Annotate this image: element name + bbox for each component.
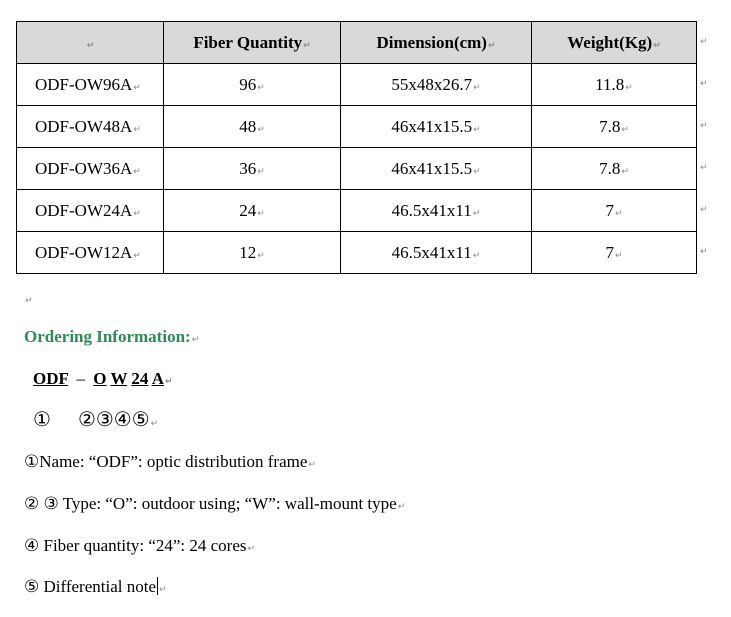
dimension-cell: 46.5x41x11↵: [341, 232, 532, 274]
row-end-mark: ↵: [700, 37, 708, 47]
code-numbers-2-5: ②③④⑤: [77, 409, 150, 431]
ordering-item-differential-note: ⑤ Differential note ↵: [24, 577, 167, 596]
dimension-cell: 46x41x15.5↵: [341, 148, 532, 190]
dimension-cell: 46.5x41x11↵: [341, 190, 532, 232]
code-dash: –: [76, 369, 86, 388]
code-odf: ODF: [33, 369, 69, 388]
spec-table: [16, 21, 697, 274]
table-header-row: [17, 22, 697, 64]
weight-cell: 7↵: [532, 232, 697, 274]
weight-cell: 7.8↵: [532, 106, 697, 148]
model-cell: ODF-OW48A↵: [17, 106, 164, 148]
code-a: A: [151, 369, 164, 388]
ordering-code: ODF – O W 24 A↵: [33, 369, 173, 388]
fiber-cell: 24↵: [164, 190, 341, 232]
table-row: [17, 190, 697, 232]
model-cell: ODF-OW12A↵: [17, 232, 164, 274]
fiber-cell: 36↵: [164, 148, 341, 190]
ordering-item-name: ①Name: “ODF”: optic distribution frame↵: [24, 452, 316, 471]
model-cell: ODF-OW36A↵: [17, 148, 164, 190]
header-dimension: Dimension(cm)↵: [341, 22, 532, 64]
ordering-item-type: ② ③ Type: “O”: outdoor using; “W”: wall-mount type↵: [24, 494, 406, 513]
table-row: [17, 232, 697, 274]
fiber-cell: 96↵: [164, 64, 341, 106]
weight-cell: 11.8↵: [532, 64, 697, 106]
row-end-mark: ↵: [700, 121, 708, 131]
header-cell-empty: ↵: [17, 22, 164, 64]
weight-cell: 7.8↵: [532, 148, 697, 190]
ordering-heading-text: Ordering Information:: [24, 327, 191, 346]
fiber-cell: 12↵: [164, 232, 341, 274]
dimension-cell: 55x48x26.7↵: [341, 64, 532, 106]
code-24: 24: [131, 369, 149, 388]
text-cursor: [157, 577, 158, 595]
model-cell: ODF-OW24A↵: [17, 190, 164, 232]
table-row: [17, 148, 697, 190]
row-end-mark: ↵: [700, 247, 708, 257]
row-end-mark: ↵: [700, 79, 708, 89]
code-o: O: [93, 369, 107, 388]
model-cell: ODF-OW96A↵: [17, 64, 164, 106]
header-weight: Weight(Kg)↵: [532, 22, 697, 64]
header-fiber-quantity: Fiber Quantity↵: [164, 22, 341, 64]
code-numbers: ① ②③④⑤↵: [33, 409, 159, 431]
ordering-item-fiber-quantity: ④ Fiber quantity: “24”: 24 cores↵: [24, 536, 256, 555]
table-row: [17, 106, 697, 148]
dimension-cell: 46x41x15.5↵: [341, 106, 532, 148]
row-end-mark: ↵: [700, 205, 708, 215]
fiber-cell: 48↵: [164, 106, 341, 148]
code-w: W: [110, 369, 128, 388]
weight-cell: 7↵: [532, 190, 697, 232]
empty-paragraph: ↵: [25, 296, 33, 306]
code-number-1: ①: [33, 409, 51, 431]
ordering-heading: Ordering Information:↵: [24, 327, 200, 346]
row-end-mark: ↵: [700, 163, 708, 173]
table-row: [17, 64, 697, 106]
